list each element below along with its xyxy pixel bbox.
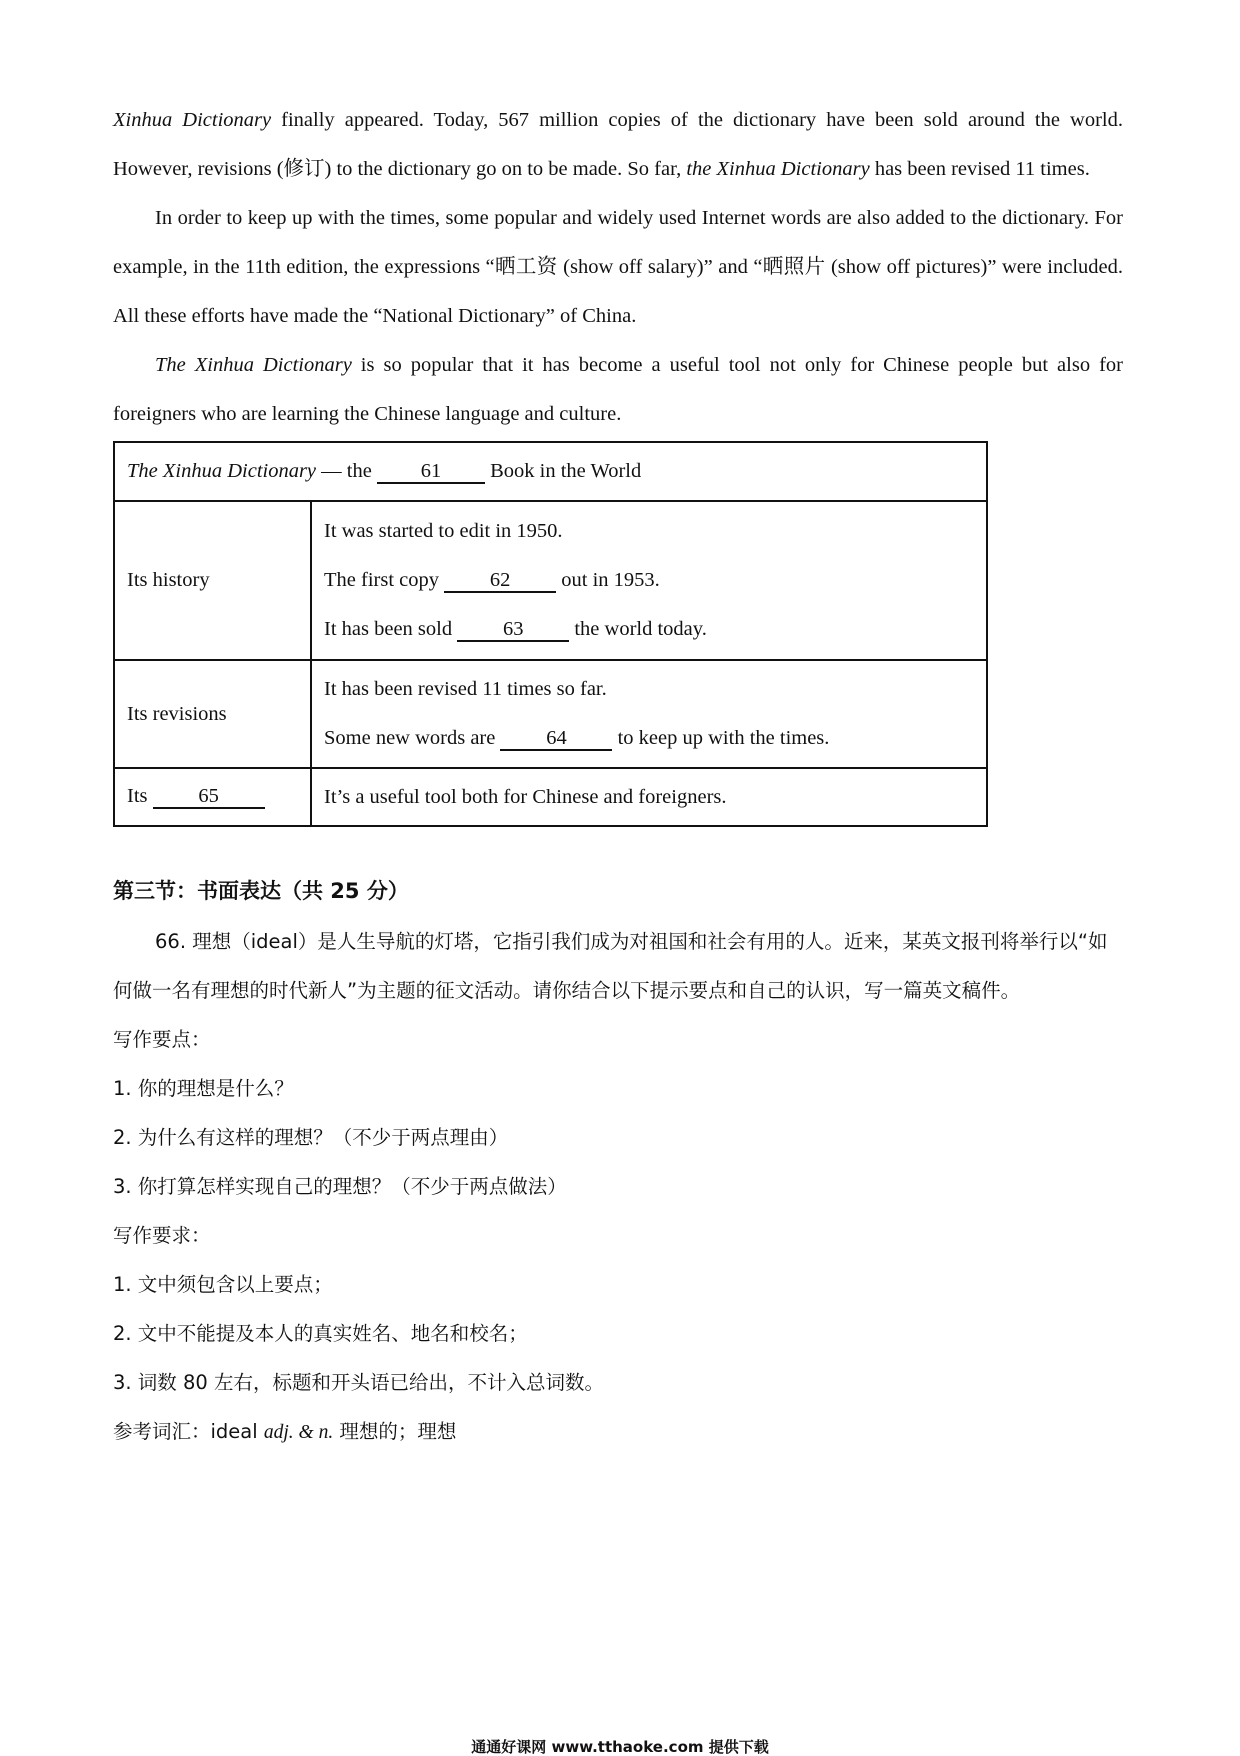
table-title-row — [114, 442, 987, 501]
page-footer: 通通好课网 www.tthaoke.com 提供下载 — [471, 1738, 769, 1756]
answer-blank-62[interactable]: 62 — [444, 569, 556, 593]
passage-paragraph-1 — [113, 96, 1123, 194]
question-66-prompt: 66. 理想（ideal）是人生导航的灯塔，它指引我们成为对祖国和社会有用的人。近来，某英文报刊将举行以“如何做一名有理想的时代新人”为主题的征文活动。请你结合以下提示要点和自己的认识，写一篇英文稿件。 — [113, 930, 1108, 1002]
table-title-italic: The Xinhua Dictionary — [127, 459, 317, 482]
book-title-italic: the Xinhua Dictionary — [686, 158, 870, 180]
writing-point-1: 1. 你的理想是什么？ — [113, 1077, 294, 1100]
history-line-3-text: It has been sold — [324, 618, 458, 640]
table-row-last — [114, 768, 987, 826]
document-page — [113, 96, 1123, 1457]
writing-requirement-2: 2. 文中不能提及本人的真实姓名、地名和校名； — [113, 1322, 528, 1345]
writing-point-2: 2. 为什么有这样的理想？（不少于两点理由） — [113, 1126, 509, 1149]
writing-requirements-heading: 写作要求： — [113, 1224, 211, 1247]
vocab-text: 理想的；理想 — [333, 1420, 457, 1443]
book-title-italic: The Xinhua Dictionary — [155, 354, 352, 376]
row-label-last — [114, 768, 311, 826]
row-content-revisions — [311, 660, 987, 768]
section-title: 第三节：书面表达（共 25 分） — [113, 879, 409, 903]
history-line-3 — [324, 605, 974, 654]
book-title-italic: Xinhua Dictionary — [113, 109, 272, 131]
vocab-part-of-speech: adj. & n. — [263, 1422, 334, 1443]
answer-blank-63[interactable]: 63 — [457, 618, 569, 642]
passage-paragraph-2: In order to keep up with the times, some popular and widely used Internet words are also added to the dictionary. For example, in the 11th edition, the expressions “晒工资 (show off salary)” and “晒照片 (show off pictures)” were included. All these efforts have made the “National Dictionary” of China. — [113, 207, 1123, 327]
history-line-2-text: The first copy — [324, 569, 445, 591]
writing-requirement-1: 1. 文中须包含以上要点； — [113, 1273, 333, 1296]
table-row-revisions — [114, 660, 987, 768]
writing-points-heading: 写作要点： — [113, 1028, 211, 1051]
table-title-cell — [114, 442, 987, 501]
writing-requirement-3: 3. 词数 80 左右，标题和开头语已给出，不计入总词数。 — [113, 1371, 605, 1394]
table-row-history — [114, 501, 987, 660]
revisions-line-2-text: Some new words are — [324, 727, 501, 749]
table-title-text: Book in the World — [484, 459, 642, 482]
table-title-text: — the — [316, 459, 377, 482]
passage-paragraph-3 — [113, 341, 1123, 439]
row-content-history — [311, 501, 987, 660]
passage-text: has been revised 11 times. — [869, 158, 1090, 180]
history-line-3-text: the world today. — [569, 618, 707, 640]
row-label-history: Its history — [114, 501, 311, 660]
answer-blank-61[interactable]: 61 — [377, 460, 485, 484]
reference-vocabulary — [113, 1407, 1123, 1457]
history-line-2 — [324, 556, 974, 605]
vocab-text: 参考词汇：ideal — [113, 1420, 264, 1443]
passage-text: is so popular that it has become a useful tool not only for Chinese people but also for foreigners who are learning the Chinese language and culture. — [113, 354, 1123, 425]
answer-blank-65[interactable]: 65 — [153, 785, 265, 809]
revisions-line-2-text: to keep up with the times. — [612, 727, 830, 749]
revisions-line-1: It has been revised 11 times so far. — [324, 678, 607, 700]
summary-table — [113, 441, 988, 827]
answer-blank-64[interactable]: 64 — [500, 727, 612, 751]
writing-point-3: 3. 你打算怎样实现自己的理想？（不少于两点做法） — [113, 1175, 567, 1198]
row-content-last: It’s a useful tool both for Chinese and foreigners. — [311, 768, 987, 826]
history-line-1: It was started to edit in 1950. — [324, 520, 563, 542]
revisions-line-2 — [324, 714, 974, 763]
row-label-last-text: Its — [127, 785, 153, 807]
row-label-revisions: Its revisions — [114, 660, 311, 768]
history-line-2-text: out in 1953. — [556, 569, 660, 591]
passage-text: finally appeared. Today, 567 million copies of the dictionary have been sold around the world. However, revisions (修订) to the dictionary go on to be made. So far, — [113, 109, 1123, 180]
